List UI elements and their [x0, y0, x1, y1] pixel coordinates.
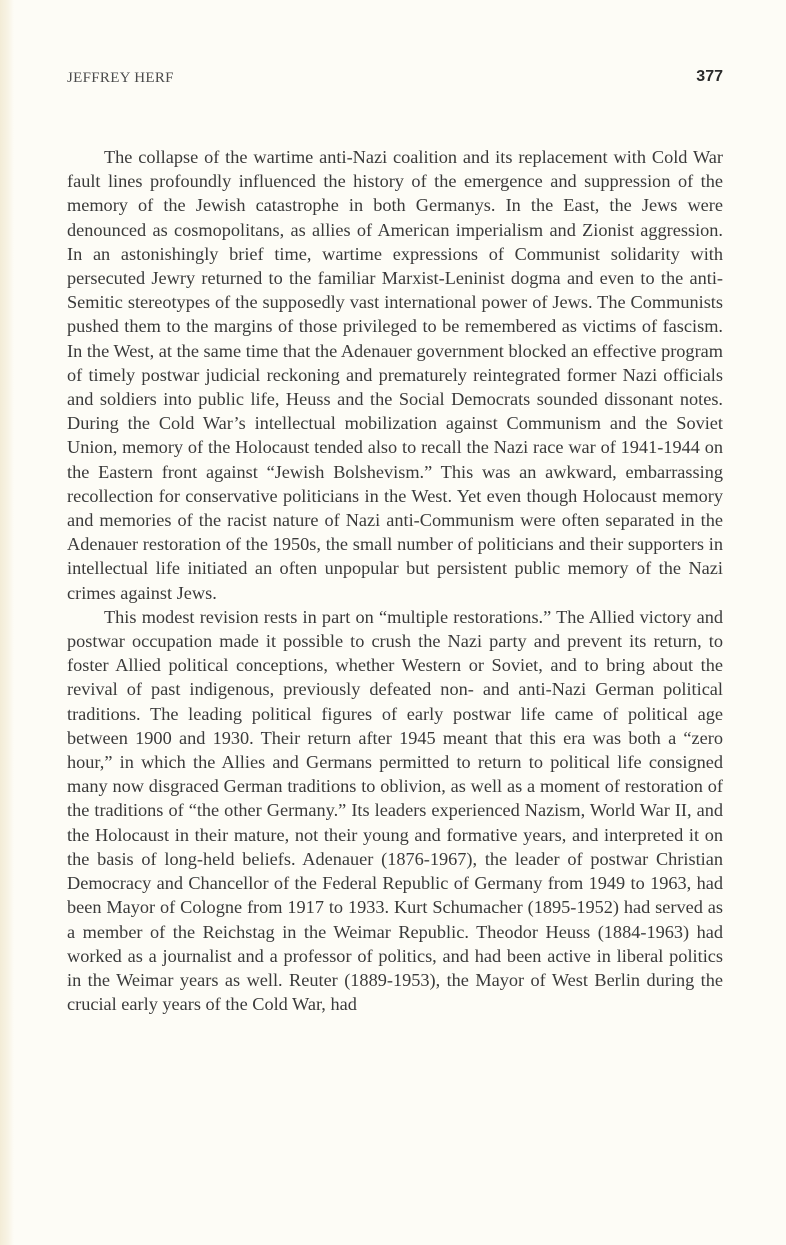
paragraph: This modest revision rests in part on “multiple restorations.” The Allied victory and postwar occupation made it possible to crush the Nazi party and prevent its return, to foster Allied political conceptions, whether Western or Soviet, and to bring about the revival of past indigenous, previously defeated non- and anti-Nazi German political traditions. The leading political figures of early postwar life came of political age between 1900 and 1930. Their return after 1945 meant that this era was both a “zero hour,” in which the Allies and Germans permitted to return to political life consigned many now disgraced German traditions to oblivion, as well as a moment of restoration of the traditions of “the other Germany.” Its leaders experienced Nazism, World War II, and the Holocaust in their mature, not their young and formative years, and interpreted it on the basis of long-held beliefs. Adenauer (1876-1967), the leader of postwar Christian Democracy and Chancellor of the Federal Republic of Germany from 1949 to 1963, had been Mayor of Cologne from 1917 to 1933. Kurt Schumacher (1895-1952) had served as a member of the Reichstag in the Weimar Republic. Theodor Heuss (1884-1963) had worked as a journalist and a professor of politics, and had been active in liberal politics in the Weimar years as well. Reuter (1889-1953), the Mayor of West Berlin during the crucial early years of the Cold War, had	[67, 606, 723, 1015]
page-spine-shadow	[0, 0, 14, 1245]
running-head-author: JEFFREY HERF	[67, 70, 174, 86]
body-text	[67, 145, 723, 1016]
paragraph: The collapse of the wartime anti-Nazi coalition and its replacement with Cold War fault lines profoundly influenced the history of the emergence and suppression of the memory of the Jewish catastrophe in both Germanys. In the East, the Jews were denounced as cosmopolitans, as allies of American imperialism and Zionist aggression. In an astonishingly brief time, wartime expressions of Communist solidarity with persecuted Jewry returned to the familiar Marxist-Leninist dogma and even to the anti-Semitic stereotypes of the supposedly vast international power of Jews. The Communists pushed them to the margins of those privileged to be remembered as victims of fascism. In the West, at the same time that the Adenauer government blocked an effective program of timely postwar judicial reckoning and prematurely reintegrated former Nazi officials and soldiers into public life, Heuss and the Social Democrats sounded dissonant notes. During the Cold War’s intellectual mobilization against Communism and the Soviet Union, memory of the Holocaust tended also to recall the Nazi race war of 1941-1944 on the Eastern front against “Jewish Bolshevism.” This was an awkward, embarrassing recollection for conservative politicians in the West. Yet even though Holocaust memory and memories of the racist nature of Nazi anti-Communism were often separated in the Adenauer restoration of the 1950s, the small number of politicians and their supporters in intellectual life initiated an often unpopular but persistent public memory of the Nazi crimes against Jews.	[67, 147, 723, 603]
running-head	[67, 70, 723, 94]
page-number: 377	[696, 68, 723, 85]
